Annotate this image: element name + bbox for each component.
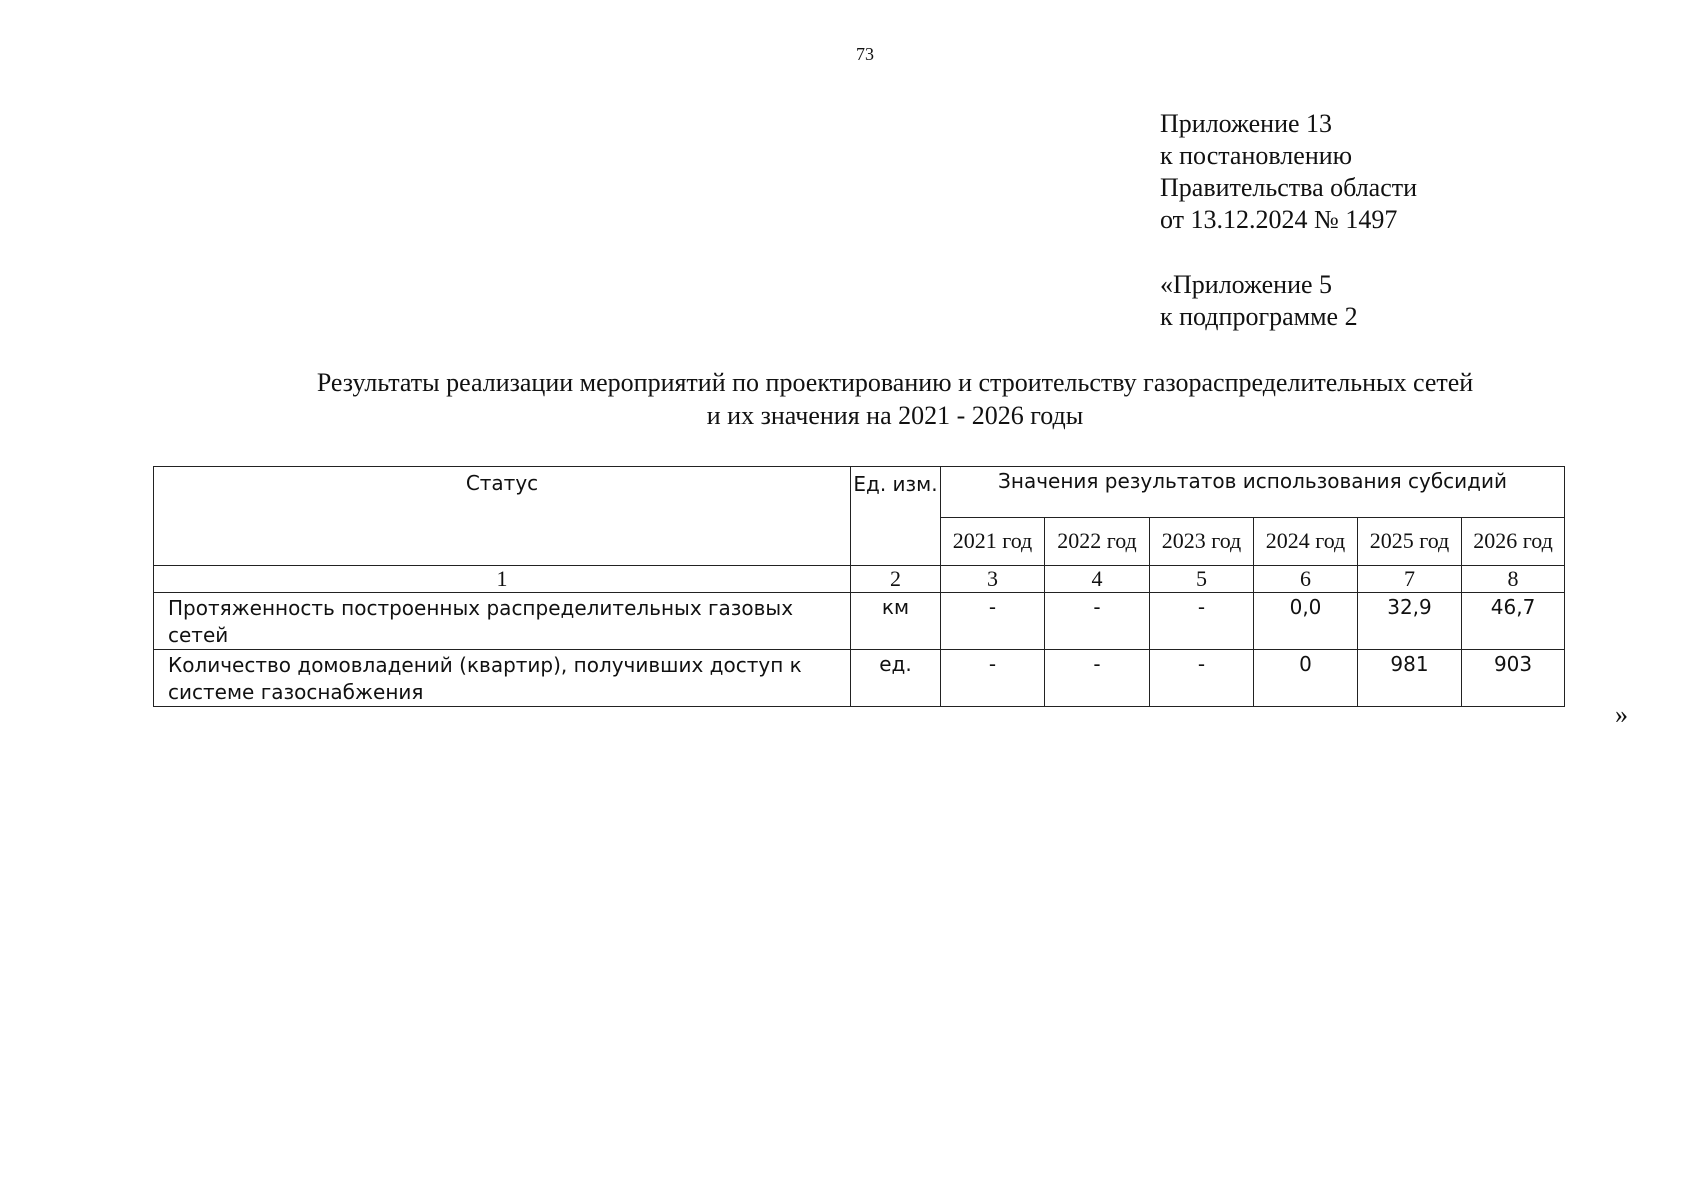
header-year: 2021 год bbox=[941, 517, 1045, 565]
header-year: 2024 год bbox=[1254, 517, 1358, 565]
header-year: 2025 год bbox=[1358, 517, 1462, 565]
document-title-line: Результаты реализации мероприятий по проектированию и строительству газораспределительных сетей bbox=[316, 368, 1474, 397]
row-value: - bbox=[941, 593, 1045, 650]
row-unit: км bbox=[851, 593, 941, 650]
column-number: 8 bbox=[1462, 566, 1565, 593]
column-number: 7 bbox=[1358, 566, 1462, 593]
table-row bbox=[154, 650, 1565, 707]
row-value: 0,0 bbox=[1254, 593, 1358, 650]
row-value: - bbox=[1045, 650, 1150, 707]
appendix-line: к постановлению bbox=[1160, 141, 1353, 170]
column-number: 6 bbox=[1254, 566, 1358, 593]
row-value: - bbox=[941, 650, 1045, 707]
appendix-line: от 13.12.2024 № 1497 bbox=[1160, 205, 1398, 234]
row-value: - bbox=[1150, 650, 1254, 707]
row-unit: ед. bbox=[851, 650, 941, 707]
document-title-line: и их значения на 2021 - 2026 годы bbox=[706, 401, 1084, 430]
header-year: 2022 год bbox=[1045, 517, 1150, 565]
appendix-line: Приложение 13 bbox=[1160, 109, 1333, 138]
header-values-group: Значения результатов использования субсидий bbox=[941, 467, 1565, 518]
header-year: 2023 год bbox=[1150, 517, 1254, 565]
closing-quote: » bbox=[1615, 700, 1628, 729]
row-value: 46,7 bbox=[1462, 593, 1565, 650]
column-number: 5 bbox=[1150, 566, 1254, 593]
row-value: 981 bbox=[1358, 650, 1462, 707]
column-number-row bbox=[154, 566, 1565, 593]
row-value: - bbox=[1150, 593, 1254, 650]
appendix-line: «Приложение 5 bbox=[1160, 270, 1333, 299]
row-value: 903 bbox=[1462, 650, 1565, 707]
row-status: Протяженность построенных распределительных газовых сетей bbox=[154, 593, 851, 650]
header-year: 2026 год bbox=[1462, 517, 1565, 565]
table-row bbox=[154, 593, 1565, 650]
page-number: 73 bbox=[856, 44, 874, 64]
results-table bbox=[153, 466, 1565, 707]
appendix-line: к подпрограмме 2 bbox=[1160, 302, 1358, 331]
header-status: Статус bbox=[154, 467, 851, 566]
column-number: 3 bbox=[941, 566, 1045, 593]
appendix-block bbox=[1160, 108, 1417, 333]
column-number: 2 bbox=[851, 566, 941, 593]
document-title bbox=[180, 366, 1610, 432]
row-value: - bbox=[1045, 593, 1150, 650]
appendix-line: Правительства области bbox=[1160, 173, 1418, 202]
header-unit: Ед. изм. bbox=[851, 467, 941, 566]
row-status: Количество домовладений (квартир), получивших доступ к системе газоснабжения bbox=[154, 650, 851, 707]
column-number: 1 bbox=[154, 566, 851, 593]
row-value: 0 bbox=[1254, 650, 1358, 707]
column-number: 4 bbox=[1045, 566, 1150, 593]
row-value: 32,9 bbox=[1358, 593, 1462, 650]
